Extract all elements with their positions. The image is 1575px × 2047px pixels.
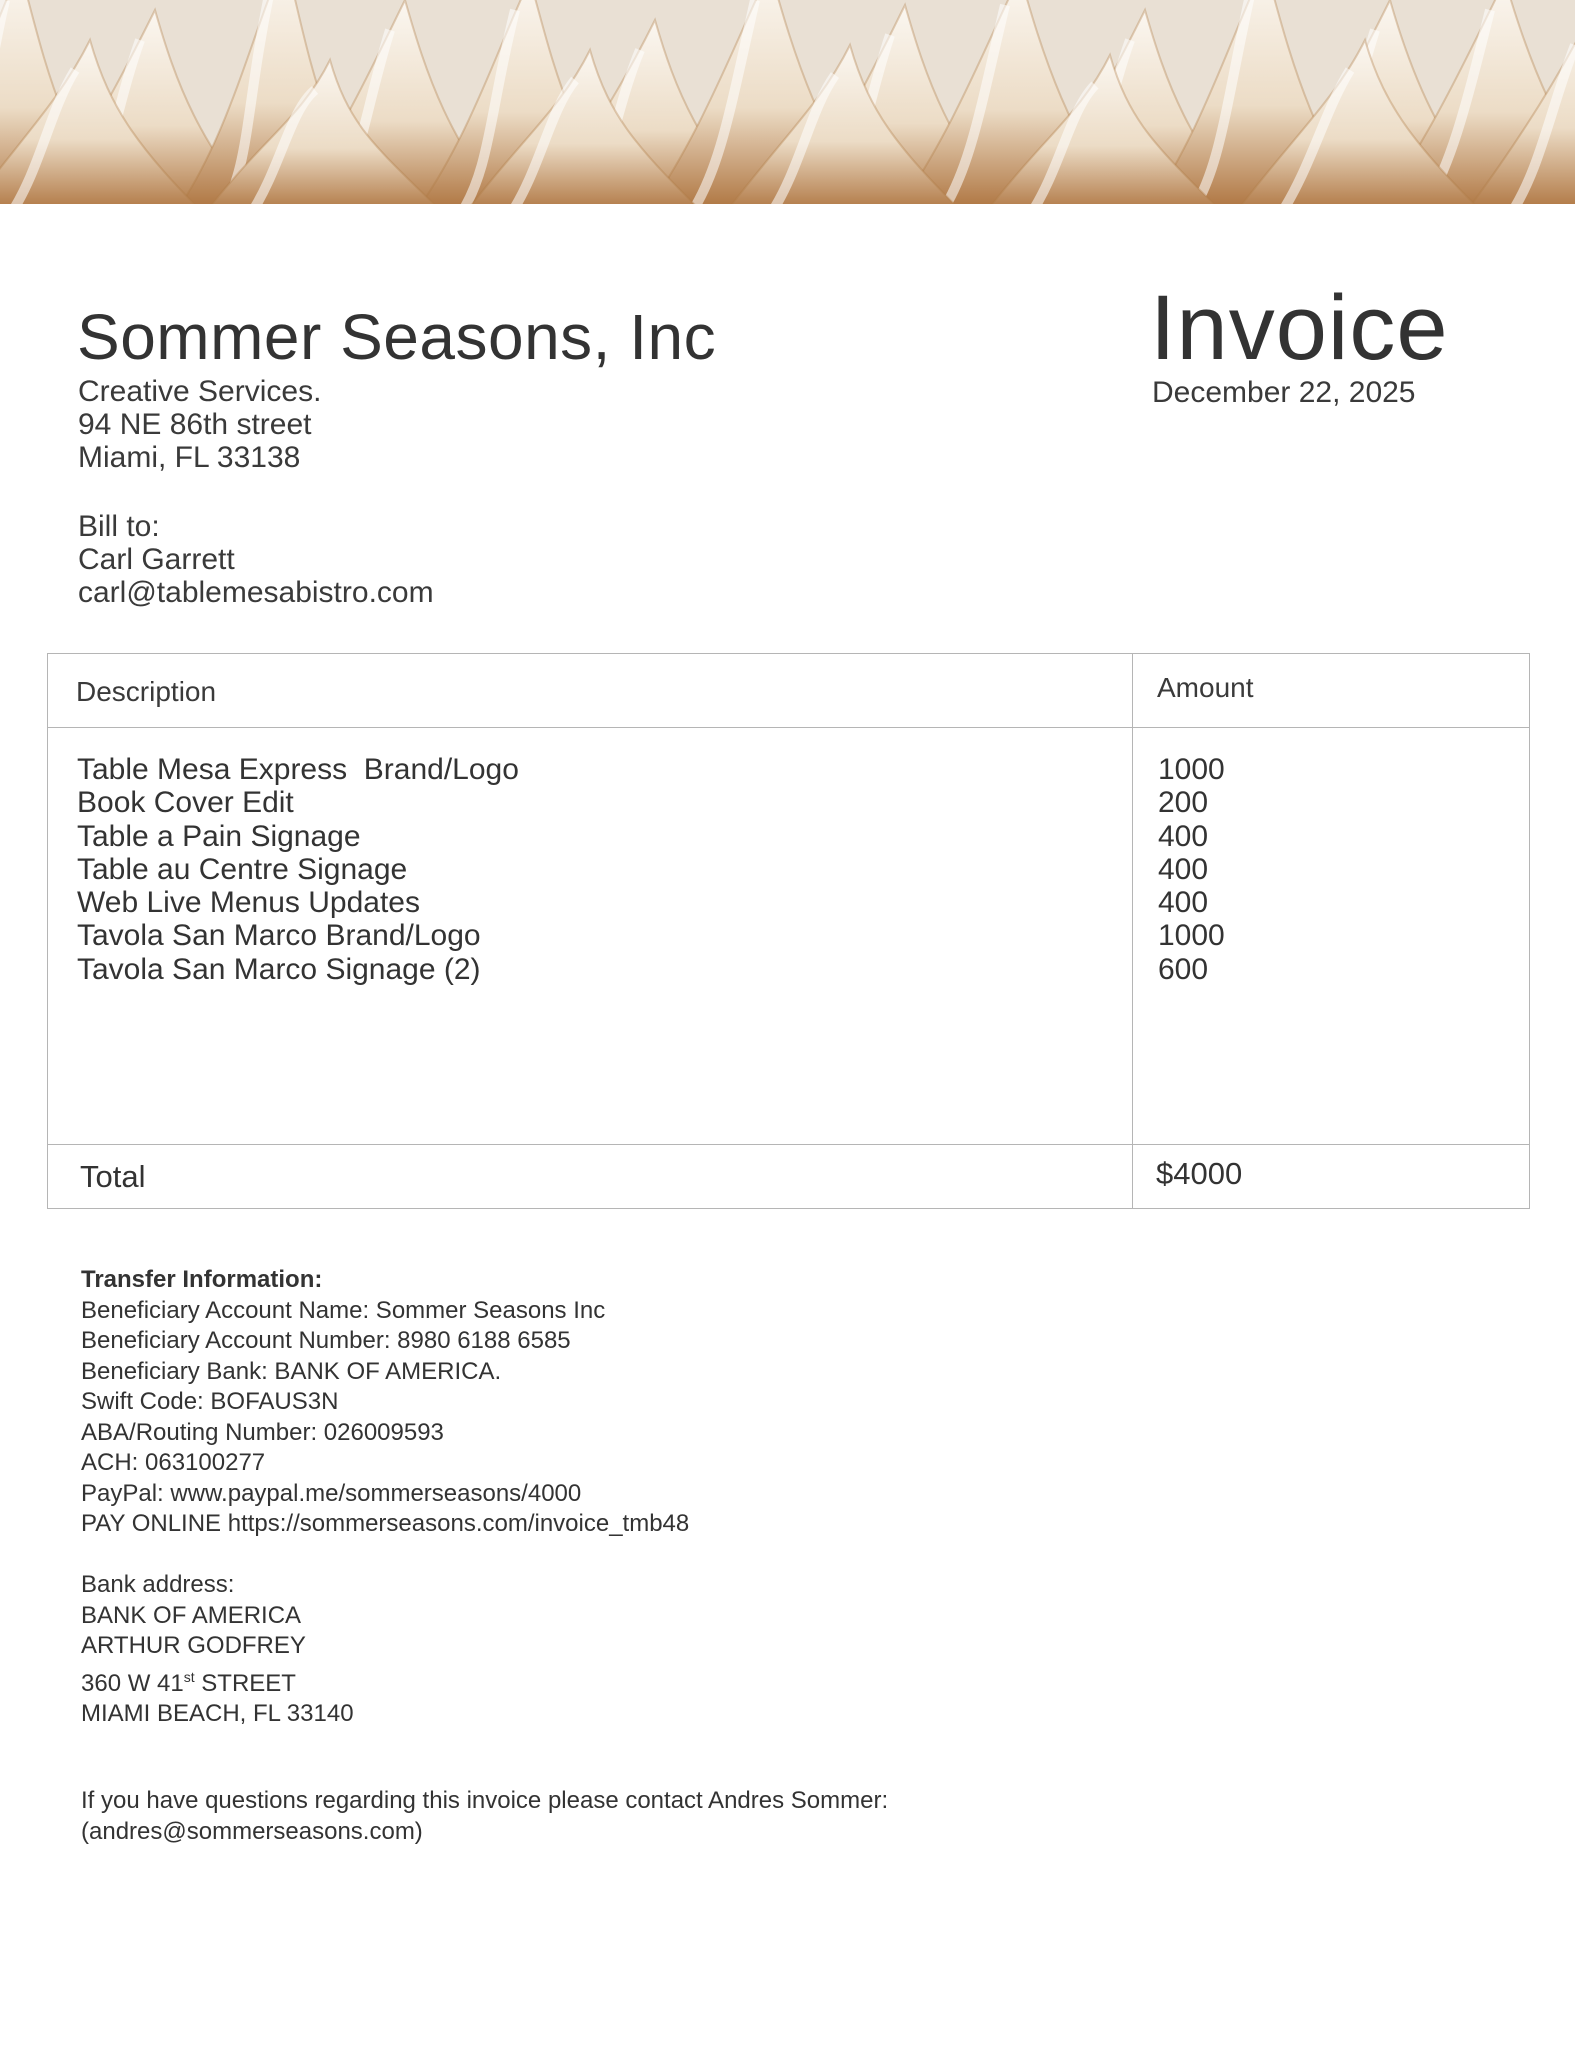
- line-item-description: Table a Pain Signage: [77, 819, 361, 853]
- bank-address-line: BANK OF AMERICA: [81, 1601, 302, 1629]
- line-item-amount: 1000: [1158, 919, 1225, 953]
- contact-email[interactable]: (andres@sommerseasons.com): [81, 1818, 423, 1845]
- transfer-line: Beneficiary Bank: BANK OF AMERICA.: [81, 1357, 502, 1385]
- bank-street-number: 360 W 41: [81, 1669, 184, 1697]
- company-city: Miami, FL 33138: [78, 441, 301, 474]
- table-total-divider: [48, 1144, 1529, 1145]
- bank-address-line: MIAMI BEACH, FL 33140: [81, 1700, 354, 1727]
- line-item-description: Tavola San Marco Signage (2): [77, 952, 481, 986]
- bank-address-line: ARTHUR GODFREY: [81, 1632, 306, 1659]
- line-item-amount: 600: [1158, 952, 1209, 986]
- meringue-banner-image: [0, 0, 1575, 204]
- table-column-divider: [1132, 654, 1133, 1208]
- description-header: Description: [76, 676, 217, 707]
- line-item-amount: 1000: [1158, 753, 1225, 786]
- transfer-line: Beneficiary Account Number: 8980 6188 6585: [81, 1327, 571, 1354]
- transfer-line: Swift Code: BOFAUS3N: [81, 1388, 339, 1415]
- transfer-information: [81, 1265, 689, 1540]
- bank-address-street: [81, 1662, 354, 1700]
- amount-column: [1158, 753, 1225, 986]
- transfer-line: ACH: 063100277: [81, 1449, 266, 1476]
- company-tagline: Creative Services.: [78, 375, 322, 408]
- invoice-title: Invoice: [1150, 277, 1449, 379]
- transfer-heading: Transfer Information:: [81, 1266, 323, 1293]
- line-item-description: Web Live Menus Updates: [77, 886, 420, 920]
- total-value: $4000: [1156, 1156, 1243, 1191]
- table-header-divider: [48, 727, 1529, 728]
- invoice-date: December 22, 2025: [1152, 376, 1416, 409]
- invoice-table: [47, 653, 1530, 1209]
- company-street: 94 NE 86th street: [78, 408, 312, 441]
- amount-header: Amount: [1157, 672, 1254, 703]
- line-item-amount: 400: [1158, 886, 1209, 920]
- contact-note: [81, 1785, 888, 1847]
- line-item-amount: 400: [1158, 819, 1209, 853]
- bank-address-label: Bank address:: [81, 1571, 235, 1598]
- company-address: [78, 375, 321, 474]
- contact-text: If you have questions regarding this invoice please contact Andres Sommer:: [81, 1787, 889, 1814]
- paypal-link[interactable]: PayPal: www.paypal.me/sommerseasons/4000: [81, 1479, 582, 1507]
- description-column: [77, 753, 519, 986]
- company-name: Sommer Seasons, Inc: [77, 301, 717, 373]
- bill-to-name: Carl Garrett: [78, 543, 235, 576]
- bank-street-name: STREET: [194, 1669, 296, 1697]
- line-item-description: Tavola San Marco Brand/Logo: [77, 919, 481, 953]
- total-label: Total: [80, 1159, 146, 1194]
- line-item-amount: 200: [1158, 786, 1209, 820]
- transfer-line: Beneficiary Account Name: Sommer Seasons Inc: [81, 1296, 606, 1324]
- line-item-description: Table au Centre Signage: [77, 852, 408, 886]
- bank-street-ordinal: st: [183, 1668, 195, 1685]
- pay-online-link[interactable]: PAY ONLINE https://sommerseasons.com/invoice_tmb48: [81, 1510, 690, 1537]
- bill-to-email[interactable]: carl@tablemesabistro.com: [78, 576, 434, 609]
- transfer-line: ABA/Routing Number: 026009593: [81, 1418, 444, 1446]
- line-item-description: Book Cover Edit: [77, 786, 294, 820]
- line-item-amount: 400: [1158, 852, 1209, 886]
- bank-address: [81, 1570, 354, 1730]
- bill-to-block: [78, 510, 434, 609]
- bill-to-label: Bill to:: [78, 510, 160, 543]
- line-item-description: Table Mesa Express Brand/Logo: [77, 753, 519, 786]
